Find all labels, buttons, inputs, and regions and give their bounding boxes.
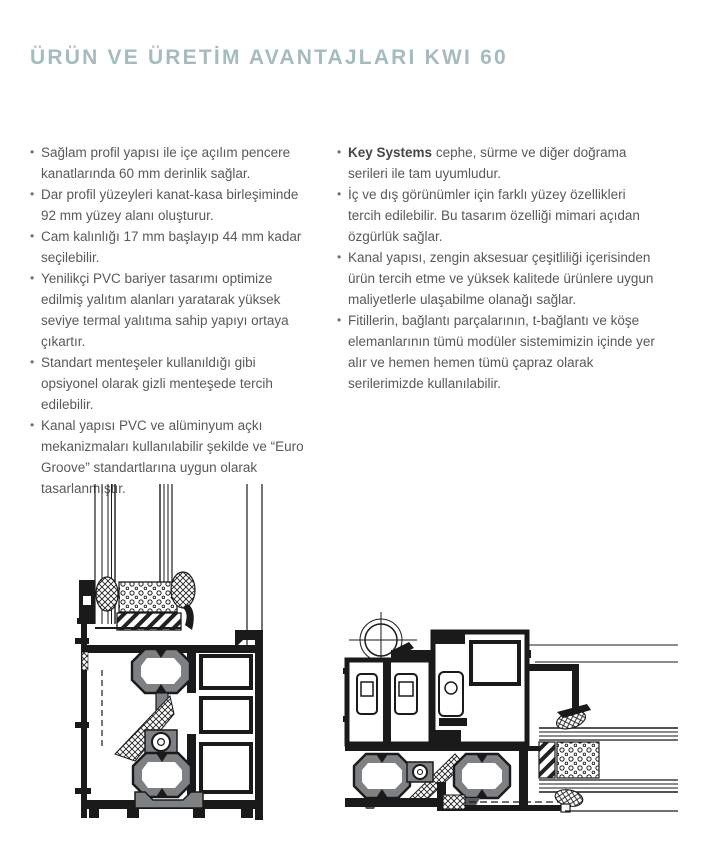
outer-clamp-profile [77,580,95,624]
bullet-dot: • [30,418,35,432]
hinge-jamb-section [343,612,678,822]
bullet-text: Standart menteşeler kullanıldığı gibi opsiyonel olarak gizli menteşede tercih edilebilir. [41,355,273,412]
gasket-block [443,795,465,809]
profile-chambers [201,656,251,792]
bullet-text: Yenilikçi PVC bariyer tasarımı optimize edilmiş yalıtım alanları yaratarak yüksek seviye termal yalıtıma sahip yapıyı ortaya çıkartır. [41,271,289,349]
bullet-dot: • [337,145,342,159]
fitting-roller [407,762,433,782]
list-item [337,142,655,184]
bullet-dot: • [30,271,35,285]
bullet-text-rest: cephe, sürme ve diğer doğrama serileri ile tam uyumludur. [348,145,627,181]
sash-profile-block [343,660,431,744]
bullet-text [348,142,655,184]
thermal-break-chamber [133,753,191,797]
bullet-text: Sağlam profil yapısı ile içe açılım pencere kanatlarında 60 mm derinlik sağlar. [41,145,291,181]
bullet-text: Fitillerin, bağlantı parçalarının, t-bağlantı ve köşe elemanlarının tümü modüler sistemimizin içinde yer alır ve hemen hemen tümü çapraz olarak serilerimizde kullanılabilir. [348,313,655,391]
list-item [337,184,655,247]
bullet-dot: • [337,313,342,327]
bullet-dot: • [337,250,342,264]
setting-block [539,742,555,778]
bullet-text: Dar profil yüzeyleri kanat-kasa birleşiminde 92 mm yüzey alanı oluşturur. [41,187,299,223]
bullet-text: İç ve dış görünümler için farklı yüzey özellikleri tercih edilebilir. Bu tasarım özelliği mimari açıdan özgürlük sağlar. [348,187,640,244]
advantages-list-right [337,142,655,394]
bullet-dot: • [30,187,35,201]
list-item [337,310,655,394]
list-item [30,352,306,415]
list-item [30,268,306,352]
list-item [30,142,306,184]
bullet-text: Kanal yapısı, zengin aksesuar çeşitliliği içerisinden ürün tercih etme ve yüksek kalitede ürünlere uygun maliyetlerle ulaşabilme olanağı sağlar. [348,250,654,307]
bullet-dot: • [337,187,342,201]
glazing-spacer-block [557,742,599,778]
bullet-dot: • [30,145,35,159]
brand-name: Key Systems [348,145,433,160]
list-item [30,226,306,268]
junction-bar [345,746,545,751]
profile-section-drawing-left [75,482,275,827]
wall-lines [521,645,678,662]
list-item [337,247,655,310]
advantages-list-left [30,142,306,499]
fitting-roller [145,730,177,754]
thermal-break-chamber [132,649,190,693]
bullet-dot: • [30,229,35,243]
profile-section-drawing-right [343,612,678,822]
frame-bottom-section [75,482,275,827]
bullet-text: Cam kalınlığı 17 mm başlayıp 44 mm kadar seçilebilir. [41,229,302,265]
bullet-dot: • [30,355,35,369]
page-title: ÜRÜN VE ÜRETİM AVANTAJLARI KWI 60 [30,46,508,69]
bullet-text: Kanal yapısı PVC ve alüminyum açkı mekanizmaları kullanılabilir şekilde ve “Euro Groove” standartlarına uygun olarak tasarlanmıştır. [41,418,304,496]
list-item [30,184,306,226]
frame-profile-block [431,632,527,744]
glazing-spacer-block [119,582,177,612]
